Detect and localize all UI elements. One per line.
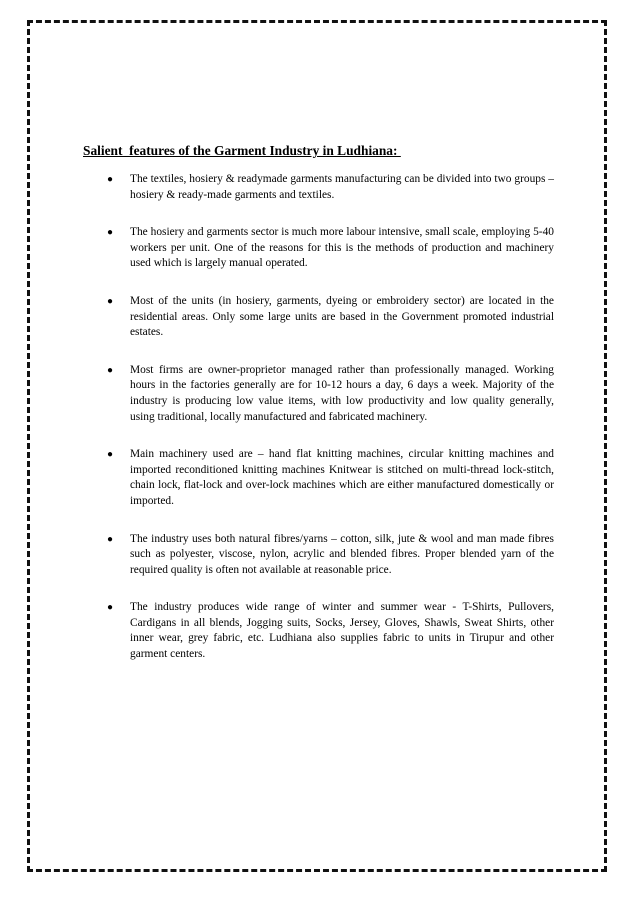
list-item <box>107 172 554 203</box>
list-item <box>107 225 554 272</box>
features-list <box>107 172 554 663</box>
bullet-icon: ● <box>107 227 114 239</box>
list-item <box>107 294 554 341</box>
bullet-icon: ● <box>107 533 114 545</box>
bullet-icon: ● <box>107 364 114 376</box>
list-item-text: Main machinery used are – hand flat knitting machines, circular knitting machines and imported reconditioned knitting machines Knitwear is stitched on multi-thread lock-stitch, chain lock, flat-lock and over-lock machines which are either manufactured domestically or imported. <box>130 448 554 507</box>
list-item-text: Most firms are owner-proprietor managed rather than professionally managed. Working hours in the factories generally are for 10-12 hours a day, 6 days a week. Majority of the industry is producing low value items, with low productivity and low quality generally, using traditional, locally manufactured and fabricated machinery. <box>130 363 554 423</box>
list-item-text: The hosiery and garments sector is much more labour intensive, small scale, employing 5-40 workers per unit. One of the reasons for this is the methods of production and machinery used which is largely manual operated. <box>130 226 554 270</box>
list-item-text: The industry produces wide range of winter and summer wear - T-Shirts, Pullovers, Cardigans in all blends, Jogging suits, Socks, Jersey, Gloves, Shawls, Sweat Shirts, other inner wear, grey fabric, etc. Ludhiana also supplies fabric to units in Tirupur and other garment centers. <box>130 601 554 661</box>
list-item <box>107 447 554 509</box>
list-item-text: The textiles, hosiery & readymade garments manufacturing can be divided into two groups – hosiery & ready-made garments and textiles. <box>130 173 554 201</box>
list-item <box>107 363 554 425</box>
bullet-icon: ● <box>107 449 114 461</box>
list-item-text: The industry uses both natural fibres/yarns – cotton, silk, jute & wool and man made fibres such as polyester, viscose, nylon, acrylic and blended fibres. Proper blended yarn of the required quality is often not available at reasonable price. <box>130 532 554 576</box>
list-item <box>107 532 554 579</box>
bullet-icon: ● <box>107 295 114 307</box>
list-item-text: Most of the units (in hosiery, garments, dyeing or embroidery sector) are located in the residential areas. Only some large units are based in the Government promoted industrial estates. <box>130 294 554 339</box>
page-heading: Salient features of the Garment Industry in Ludhiana: <box>83 143 401 158</box>
bullet-icon: ● <box>107 174 114 185</box>
list-item <box>107 600 554 662</box>
bullet-icon: ● <box>107 602 114 614</box>
